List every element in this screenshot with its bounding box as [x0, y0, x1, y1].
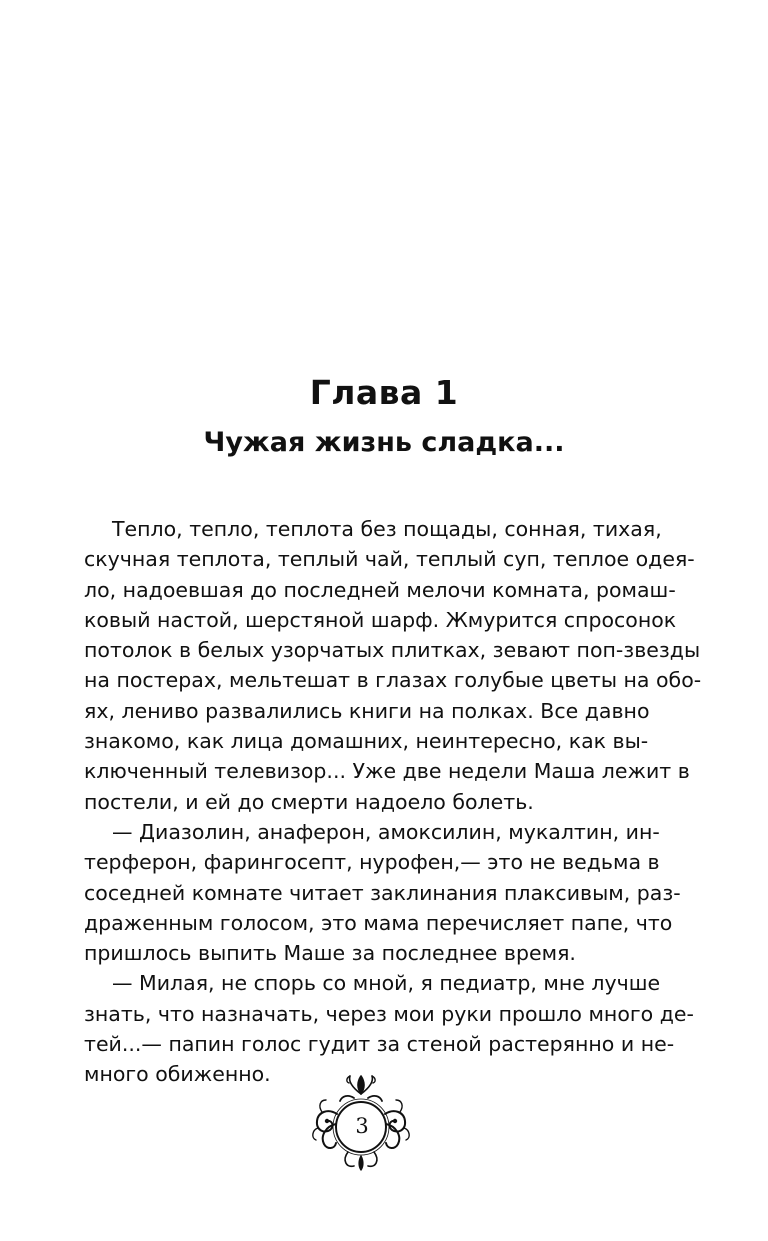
- text-line: скучная теплота, теплый чай, теплый суп, теплое одея-: [84, 547, 695, 572]
- text-line: драженным голосом, это мама перечисляет папе, что: [84, 910, 673, 935]
- text-line: Тепло, тепло, теплота без пощады, сонная, тихая,: [112, 517, 662, 541]
- text-line: — Милая, не спорь со мной, я педиатр, мне лучше: [112, 971, 661, 996]
- text-line: ключенный телевизор... Уже две недели Маша лежит в: [84, 759, 690, 784]
- text-line: ло, надоевшая до последней мелочи комната, ромаш-: [84, 577, 676, 602]
- text-line: постели, и ей до смерти надоело болеть.: [84, 789, 534, 814]
- chapter-subtitle: Чужая жизнь сладка...: [203, 427, 565, 458]
- page-number: 3: [355, 1114, 369, 1138]
- text-line: пришлось выпить Маше за последнее время.: [84, 941, 576, 966]
- text-line: знакомо, как лица домашних, неинтересно, как вы-: [84, 729, 649, 754]
- text-line: потолок в белых узорчатых плитках, зевают поп-звезды: [84, 638, 701, 663]
- text-line: тей...— папин голос гудит за стеной растерянно и не-: [84, 1032, 675, 1057]
- text-line: на постерах, мельтешат в глазах голубые цветы на обо-: [84, 668, 702, 693]
- chapter-title: Глава 1: [309, 373, 459, 412]
- text-line: ковый настой, шерстяной шарф. Жмурится спросонок: [84, 607, 677, 632]
- text-line: терферон, фарингосепт, нурофен,— это не ведьма в: [84, 850, 660, 875]
- text-line: ях, лениво развалились книги на полках. Все давно: [84, 698, 650, 723]
- text-line: — Диазолин, анаферон, амоксилин, мукалтин, ин-: [112, 819, 660, 844]
- text-line: много обиженно.: [84, 1062, 271, 1087]
- body-text: [84, 514, 702, 1090]
- text-line: соседней комнате читает заклинания плаксивым, раз-: [84, 880, 681, 905]
- text-line: знать, что назначать, через мои руки прошло много де-: [84, 1001, 694, 1026]
